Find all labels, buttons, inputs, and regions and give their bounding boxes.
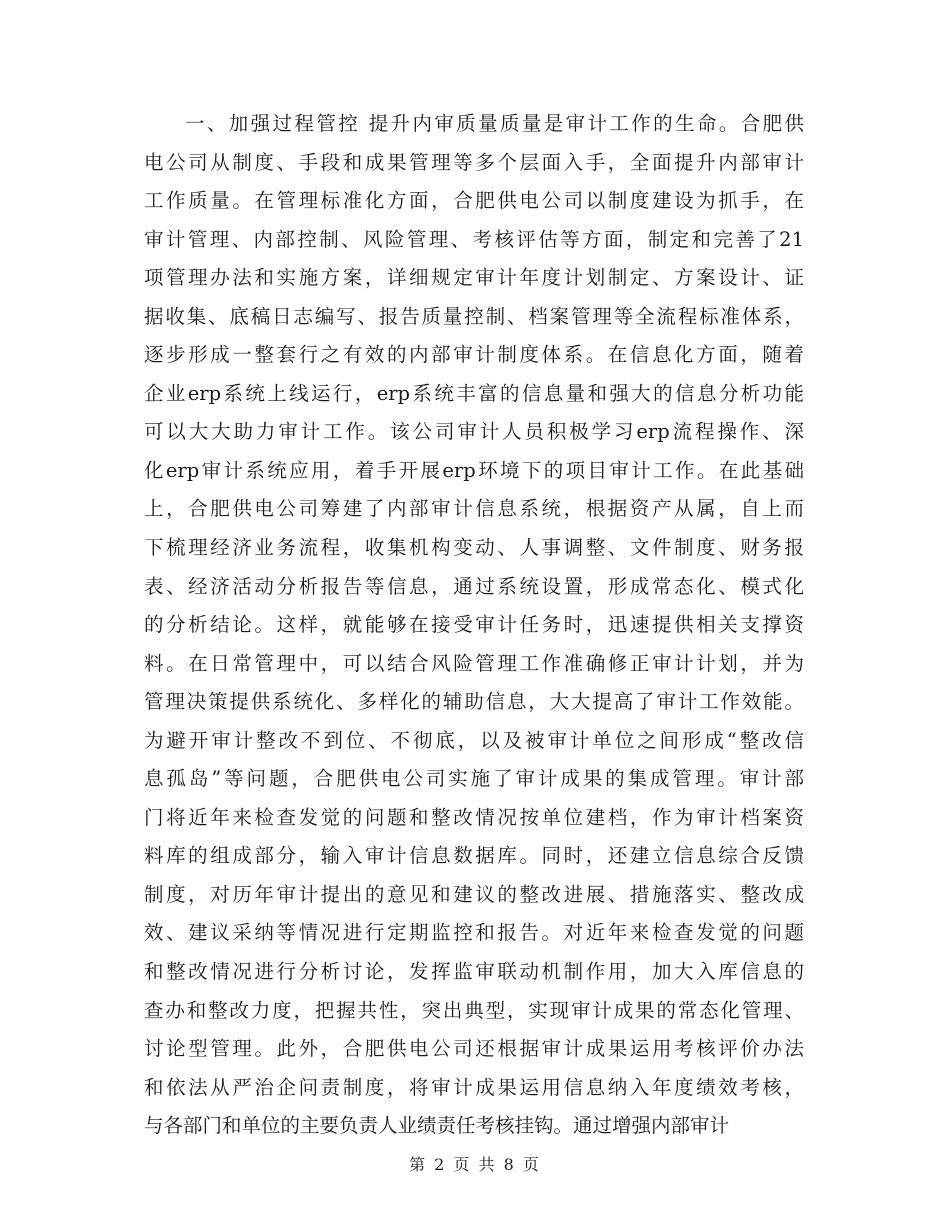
text-line-15: 料。在日常管理中，可以结合风险管理工作准确修正审计计划，并为 bbox=[144, 651, 804, 675]
text-line-2: 电公司从制度、手段和成果管理等多个层面入手，全面提升内部审计 bbox=[144, 150, 804, 174]
page-number-footer: 第 2 页 共 8 页 bbox=[409, 1155, 541, 1174]
text-line-5: 项管理办法和实施方案，详细规定审计年度计划制定、方案设计、证 bbox=[144, 266, 804, 290]
text-line-26: 和依法从严治企问责制度，将审计成果运用信息纳入年度绩效考核， bbox=[144, 1075, 804, 1099]
text-line-10: 化erp审计系统应用，着手开展erp环境下的项目审计工作。在此基础 bbox=[144, 458, 804, 482]
text-line-16: 管理决策提供系统化、多样化的辅助信息，大大提高了审计工作效能。 bbox=[144, 690, 804, 714]
text-line-13: 表、经济活动分析报告等信息，通过系统设置，形成常态化、模式化 bbox=[144, 574, 804, 598]
text-line-27: 与各部门和单位的主要负责人业绩责任考核挂钩。通过增强内部审计 bbox=[144, 1114, 730, 1138]
text-line-21: 制度，对历年审计提出的意见和建议的整改进展、措施落实、整改成 bbox=[144, 882, 804, 906]
text-line-23: 和整改情况进行分析讨论，发挥监审联动机制作用，加大入库信息的 bbox=[144, 960, 804, 984]
text-line-6: 据收集、底稿日志编写、报告质量控制、档案管理等全流程标准体系， bbox=[144, 304, 804, 328]
text-line-20: 料库的组成部分，输入审计信息数据库。同时，还建立信息综合反馈 bbox=[144, 844, 804, 868]
text-line-1: 一、加强过程管控 提升内审质量质量是审计工作的生命。合肥供 bbox=[185, 112, 804, 135]
text-line-4: 审计管理、内部控制、风险管理、考核评估等方面，制定和完善了21 bbox=[144, 227, 804, 251]
text-line-8: 企业erp系统上线运行，erp系统丰富的信息量和强大的信息分析功能 bbox=[144, 381, 804, 405]
text-line-9: 可以大大助力审计工作。该公司审计人员积极学习erp流程操作、深 bbox=[144, 420, 804, 444]
text-line-22: 效、建议采纳等情况进行定期监控和报告。对近年来检查发觉的问题 bbox=[144, 921, 804, 945]
text-line-12: 下梳理经济业务流程，收集机构变动、人事调整、文件制度、财务报 bbox=[144, 536, 804, 560]
text-line-24: 查办和整改力度，把握共性，突出典型，实现审计成果的常态化管理、 bbox=[144, 998, 804, 1022]
text-line-14: 的分析结论。这样，就能够在接受审计任务时，迅速提供相关支撑资 bbox=[144, 613, 804, 637]
text-line-18: 息孤岛”等问题，合肥供电公司实施了审计成果的集成管理。审计部 bbox=[144, 767, 804, 791]
body-paragraph bbox=[144, 105, 804, 1146]
text-line-3: 工作质量。在管理标准化方面，合肥供电公司以制度建设为抓手，在 bbox=[144, 189, 804, 213]
text-line-19: 门将近年来检查发觉的问题和整改情况按单位建档，作为审计档案资 bbox=[144, 805, 804, 829]
text-line-17: 为避开审计整改不到位、不彻底，以及被审计单位之间形成“整改信 bbox=[144, 728, 804, 752]
text-line-11: 上，合肥供电公司筹建了内部审计信息系统，根据资产从属，自上而 bbox=[144, 497, 804, 521]
text-line-25: 讨论型管理。此外，合肥供电公司还根据审计成果运用考核评价办法 bbox=[144, 1037, 804, 1061]
text-line-7: 逐步形成一整套行之有效的内部审计制度体系。在信息化方面，随着 bbox=[144, 343, 804, 367]
